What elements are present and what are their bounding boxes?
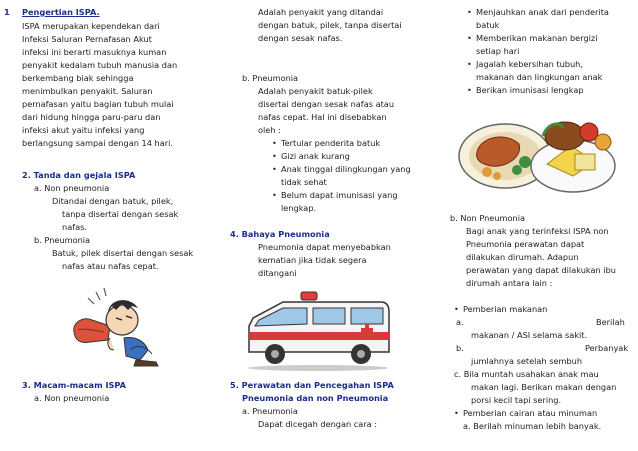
text-line: pernafasan yaitu bagian tubuh mulai: [22, 99, 174, 109]
text-line: dilakukan dirumah. Adapun: [466, 252, 579, 262]
care-fluid-title: • Pemberian cairan atau minuman: [463, 407, 597, 421]
text-line: Adalah penyakit batuk-pilek: [258, 86, 373, 96]
text-line: makanan / ASI selama sakit.: [471, 330, 588, 340]
healthy-food-illustration: [447, 106, 619, 198]
text-line: infeksi akut yaitu infeksi yang: [22, 125, 145, 135]
text-line: kematian jika tidak segera: [258, 255, 367, 265]
list-item: • Berikan imunisasi lengkap: [476, 84, 584, 98]
care-item-c: c. Bila muntah usahakan anak mau: [454, 369, 599, 379]
section-5-title-line-1: 5. Perawatan dan Pencegahan ISPA: [230, 380, 394, 390]
text-line: jumlahnya setelah sembuh: [471, 356, 583, 366]
care-item-a-text: Berilah: [596, 317, 625, 327]
list-item-continuation: tidak sehat: [281, 177, 327, 187]
text-line: berlangsung sampai dengan 14 hari.: [22, 138, 173, 148]
text-line: Bagi anak yang terinfeksi ISPA non: [466, 226, 609, 236]
subsection-a-label: a. Pneumonia: [242, 406, 298, 416]
list-item: • Menjauhkan anak dari penderita: [476, 6, 609, 20]
subsection-b-label: b. Pneumonia: [34, 235, 91, 245]
text-line: ISPA merupakan kependekan dari: [22, 21, 160, 31]
text-line: oleh :: [258, 125, 281, 135]
column-1: [0, 0, 213, 451]
section-2-title: 2. Tanda dan gejala ISPA: [22, 170, 136, 180]
care-feeding-title: • Pemberian makanan: [463, 303, 547, 317]
text-line: Pneumonia dapat menyebabkan: [258, 242, 391, 252]
list-item-continuation: makanan dan lingkungan anak: [476, 72, 603, 82]
text-line: dirumah antara lain :: [466, 278, 553, 288]
text-line: makan lagi. Berikan makan dengan: [471, 382, 617, 392]
list-item-continuation: lengkap.: [281, 203, 317, 213]
list-item-continuation: setiap hari: [476, 46, 520, 56]
section-1-number: 1: [4, 7, 10, 17]
text-line: nafas.: [62, 222, 87, 232]
list-item: • Memberikan makanan bergizi: [476, 32, 597, 46]
ambulance-illustration: [243, 290, 393, 372]
list-item: • Belum dapat imunisasi yang: [281, 189, 398, 203]
text-line: tanpa disertai dengan sesak: [62, 209, 179, 219]
list-item: • Tertular penderita batuk: [281, 137, 380, 151]
care-item-b-label: b.: [456, 343, 464, 353]
text-line: perawatan yang dapat dilakukan ibu: [466, 265, 616, 275]
text-line: berkembang biak sehingga: [22, 73, 134, 83]
section-1-title: Pengertian ISPA.: [22, 7, 100, 17]
text-line: disertai dengan sesak nafas atau: [258, 99, 395, 109]
section-3-title: 3. Macam-macam ISPA: [22, 380, 126, 390]
text-line: dengan batuk, pilek, tanpa disertai: [258, 20, 402, 30]
text-line: menimbulkan penyakit. Saluran: [22, 86, 153, 96]
text-line: penyakit kedalam tubuh manusia dan: [22, 60, 178, 70]
subsection-b-label: b. Non Pneumonia: [450, 213, 526, 223]
text-line: Ditandai dengan batuk, pilek,: [52, 196, 174, 206]
text-line: nafas atau nafas cepat.: [62, 261, 159, 271]
subsection-a-label: a. Non pneumonia: [34, 183, 110, 193]
column-2: [213, 0, 425, 451]
list-item: • Anak tinggal dilingkungan yang: [281, 163, 411, 177]
care-item-a-label: a.: [456, 317, 464, 327]
care-item-b-text: Perbanyak: [585, 343, 629, 353]
text-line: nafas cepat. Hal ini disebabkan: [258, 112, 387, 122]
text-line: Infeksi Saluran Pernafasan Akut: [22, 34, 152, 44]
subsection-b-label: b. Pneumonia: [242, 73, 299, 83]
care-fluid-item-a: a. Berilah minuman lebih banyak.: [463, 421, 602, 431]
text-line: porsi kecil tapi sering.: [471, 395, 562, 405]
text-line: dengan sesak nafas.: [258, 33, 343, 43]
coughing-child-illustration: [70, 280, 170, 368]
text-line: infeksi ini berarti masuknya kuman: [22, 47, 167, 57]
list-item: • Gizi anak kurang: [281, 150, 350, 164]
column-3: [425, 0, 638, 451]
text-line: ditangani: [258, 268, 297, 278]
text-line: Pneumonia perawatan dapat: [466, 239, 585, 249]
section-5-title-line-2: Pneumonia dan non Pneumonia: [242, 393, 389, 403]
text-line: Batuk, pilek disertai dengan sesak: [52, 248, 194, 258]
text-line: dari hidung hingga paru-paru dan: [22, 112, 161, 122]
list-item: • Jagalah kebersihan tubuh,: [476, 58, 583, 72]
section-4-title: 4. Bahaya Pneumonia: [230, 229, 330, 239]
text-line: Dapat dicegah dengan cara :: [258, 419, 378, 429]
list-item-continuation: batuk: [476, 20, 500, 30]
subsection-a-label: a. Non pneumonia: [34, 393, 110, 403]
text-line: Adalah penyakit yang ditandai: [258, 7, 384, 17]
